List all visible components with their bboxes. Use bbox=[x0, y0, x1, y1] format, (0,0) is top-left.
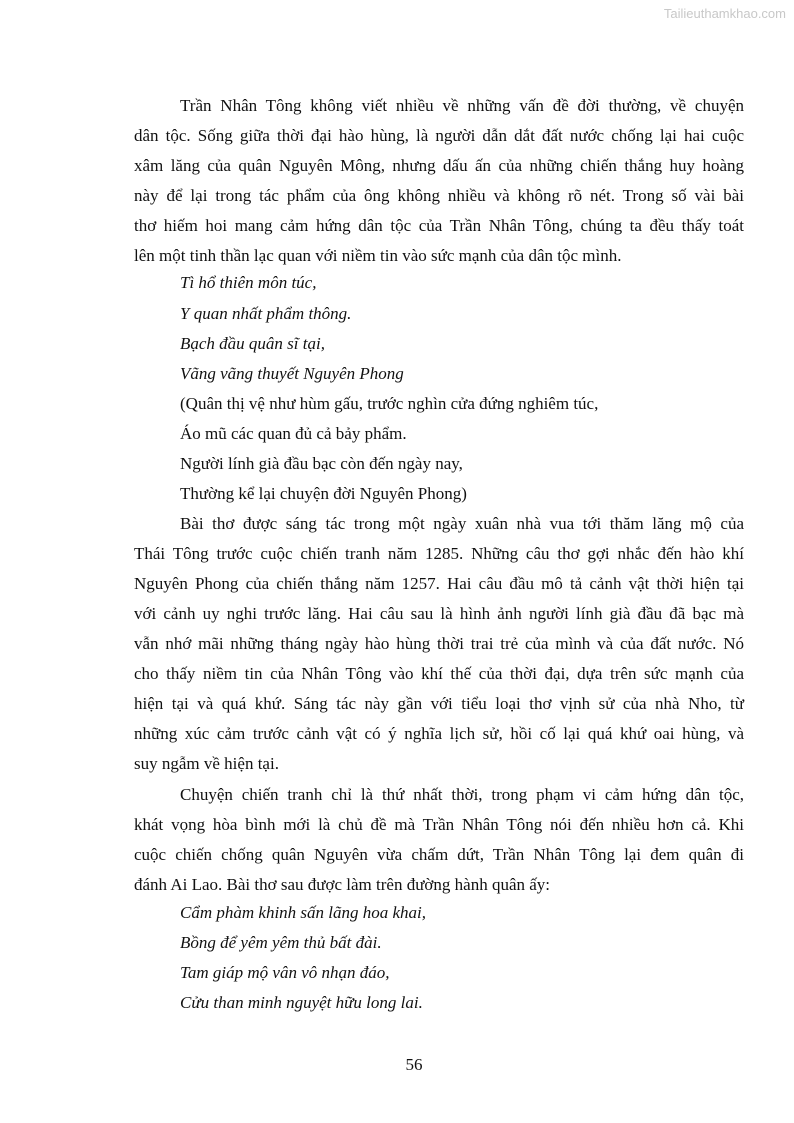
text-line: Bài thơ được sáng tác trong một ngày xuân nhà vua tới thăm lăng mộ của bbox=[180, 514, 744, 533]
text-line: hiện tại và quá khứ. Sáng tác này gần với tiểu loại thơ vịnh sử của nhà Nho, từ bbox=[134, 694, 744, 713]
text-line: những xúc cảm trước cảnh vật có ý nghĩa lịch sử, hồi cố lại quá khứ oai hùng, và bbox=[134, 724, 744, 743]
verse-line: Bồng để yêm yêm thủ bất đài. bbox=[180, 933, 382, 952]
verse-line: Cửu than minh nguyệt hữu long lai. bbox=[180, 993, 423, 1012]
verse-line: Tam giáp mộ vân vô nhạn đáo, bbox=[180, 963, 390, 982]
verse-line: Tì hổ thiên môn túc, bbox=[180, 273, 317, 292]
text-line: cho thấy niềm tin của Nhân Tông vào khí thế của thời đại, dựa trên sức mạnh của bbox=[134, 664, 744, 683]
text-line: thơ hiếm hoi mang cảm hứng dân tộc của Trần Nhân Tông, chúng ta đều thấy toát bbox=[134, 216, 744, 235]
watermark: Tailieuthamkhao.com bbox=[663, 6, 786, 21]
text-line: khát vọng hòa bình mới là chủ đề mà Trần Nhân Tông nói đến nhiều hơn cả. Khi bbox=[134, 815, 744, 834]
verse-line: Bạch đầu quân sĩ tại, bbox=[180, 334, 325, 353]
verse-line: Cẩm phàm khinh sấn lãng hoa khai, bbox=[180, 903, 427, 922]
text-line: dân tộc. Sống giữa thời đại hào hùng, là người dẫn dắt đất nước chống lại hai cuộc bbox=[134, 126, 744, 145]
text-line: cuộc chiến chống quân Nguyên vừa chấm dứt, Trần Nhân Tông lại đem quân đi bbox=[134, 845, 744, 864]
verse-line: Y quan nhất phẩm thông. bbox=[180, 304, 352, 323]
text-line: xâm lăng của quân Nguyên Mông, nhưng dấu ấn của những chiến thắng huy hoàng bbox=[134, 156, 744, 175]
text-line: đánh Ai Lao. Bài thơ sau được làm trên đường hành quân ấy: bbox=[134, 875, 551, 894]
text-line: lên một tinh thần lạc quan với niềm tin vào sức mạnh của dân tộc mình. bbox=[134, 246, 622, 265]
text-line: suy ngẫm về hiện tại. bbox=[134, 754, 279, 773]
text-line: với cảnh uy nghi trước lăng. Hai câu sau là hình ảnh người lính già đầu đã bạc mà bbox=[134, 604, 744, 623]
text-line: Nguyên Phong của chiến thắng năm 1257. Hai câu đầu mô tả cảnh vật thời hiện tại bbox=[134, 574, 744, 593]
translation-line: Người lính già đầu bạc còn đến ngày nay, bbox=[180, 454, 463, 473]
text-line: này để lại trong tác phẩm của ông không nhiều và không rõ nét. Trong số vài bài bbox=[134, 186, 744, 205]
translation-line: Áo mũ các quan đủ cả bảy phẩm. bbox=[180, 424, 407, 443]
translation-line: Thường kể lại chuyện đời Nguyên Phong) bbox=[180, 484, 467, 503]
translation-line: (Quân thị vệ như hùm gấu, trước nghìn cửa đứng nghiêm túc, bbox=[180, 394, 599, 413]
text-line: Trần Nhân Tông không viết nhiều về những vấn đề đời thường, về chuyện bbox=[180, 96, 744, 115]
text-line: vẫn nhớ mãi những tháng ngày hào hùng thời trai trẻ của mình và của đất nước. Nó bbox=[134, 634, 744, 653]
verse-line: Vãng vãng thuyết Nguyên Phong bbox=[180, 364, 404, 383]
text-line: Chuyện chiến tranh chỉ là thứ nhất thời, trong phạm vi cảm hứng dân tộc, bbox=[180, 785, 744, 804]
page-number: 56 bbox=[405, 1055, 423, 1074]
text-line: Thái Tông trước cuộc chiến tranh năm 1285. Những câu thơ gợi nhắc đến hào khí bbox=[134, 544, 744, 563]
